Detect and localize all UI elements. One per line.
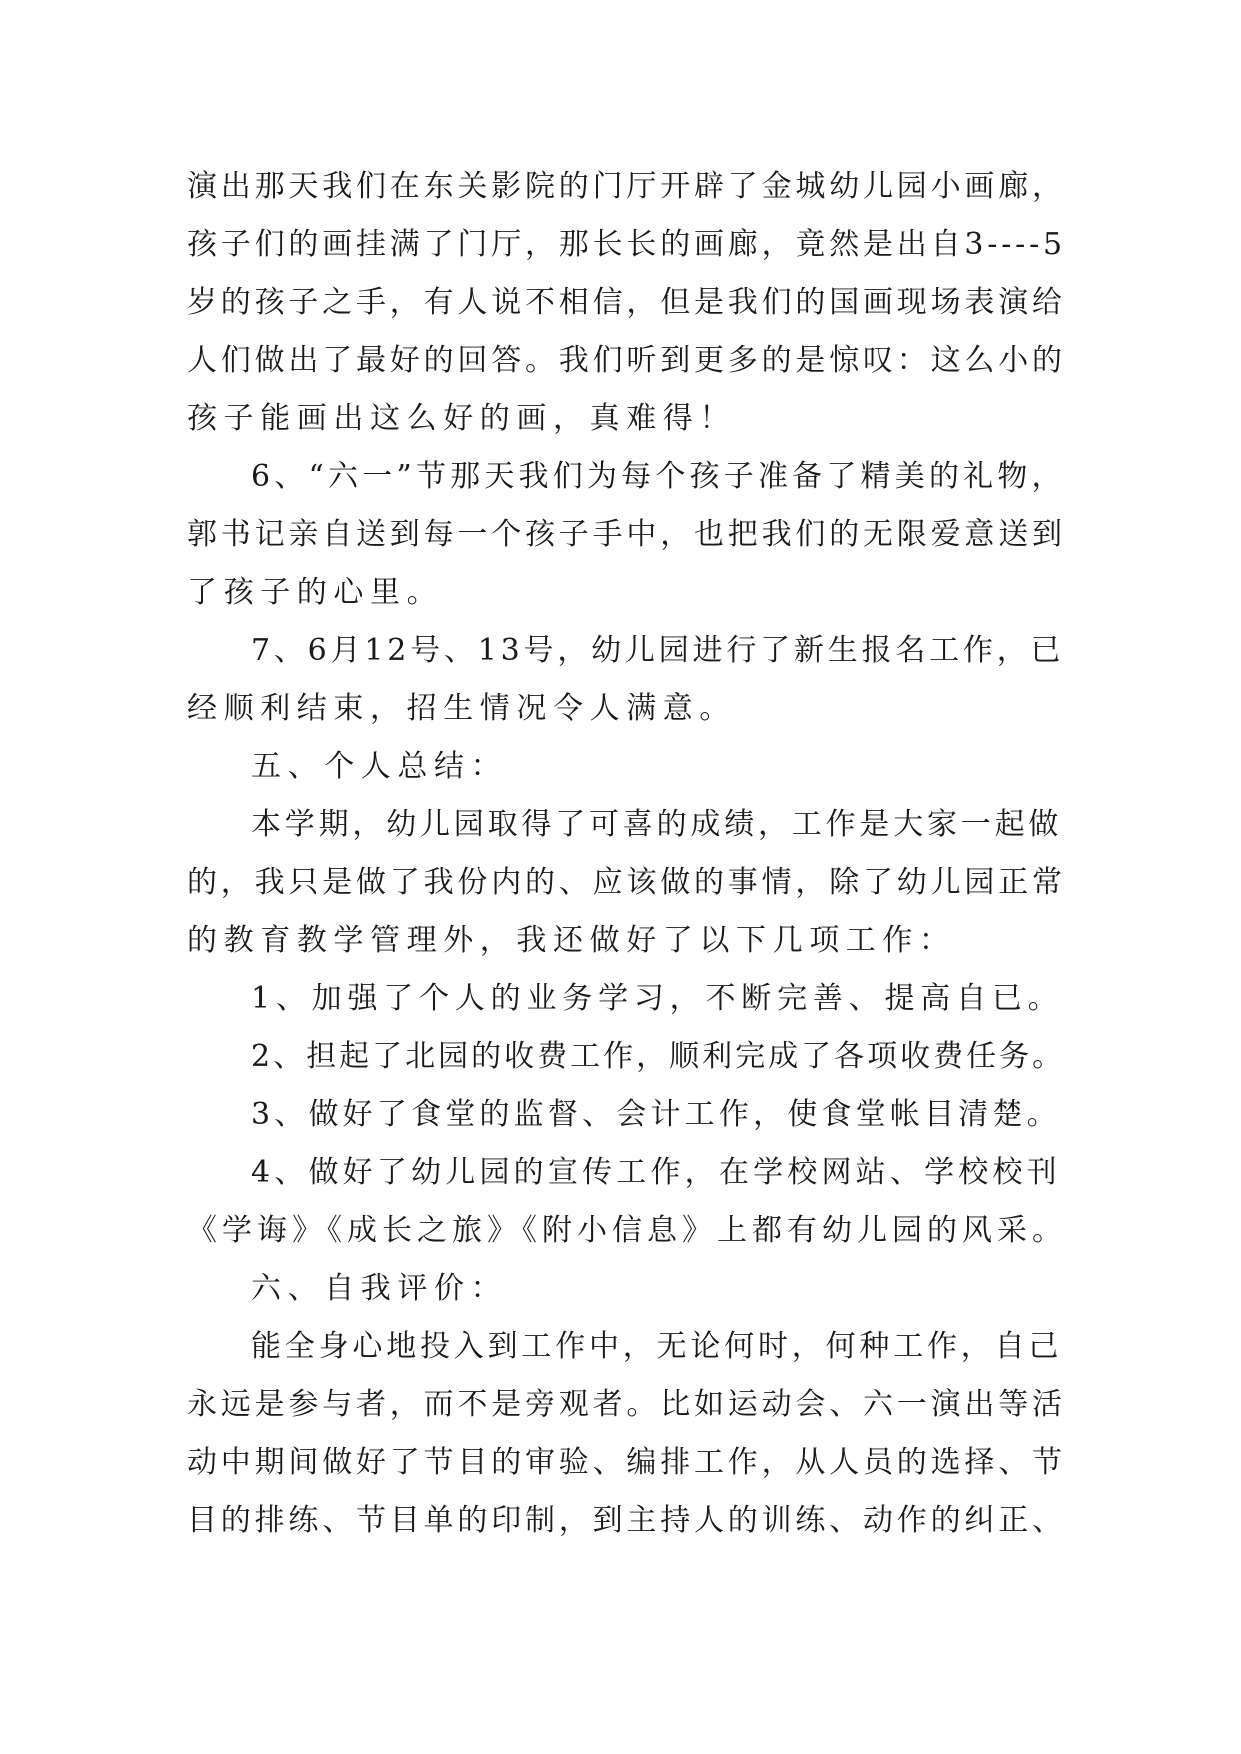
text-line: 孩子们的画挂满了门厅，那长长的画廊，竟然是出自3----5 — [187, 227, 1066, 262]
text-line: 演出那天我们在东关影院的门厅开辟了金城幼儿园小画廊， — [187, 169, 1066, 204]
text-line: 《学诲》《成长之旅》《附小信息》上都有幼儿园的风采。 — [187, 1213, 1067, 1248]
text-line: 孩子能画出这么好的画，真难得！ — [187, 401, 736, 436]
list-item: 3、做好了食堂的监督、会计工作，使食堂帐目清楚。 — [251, 1097, 1061, 1132]
list-item: 1、加强了个人的业务学习，不断完善、提高自已。 — [251, 981, 1064, 1016]
section-heading: 五、个人总结： — [251, 749, 508, 784]
text-line: 6、“六一”节那天我们为每个孩子准备了精美的礼物， — [251, 459, 1066, 494]
text-line: 岁的孩子之手，有人说不相信，但是我们的国画现场表演给 — [187, 285, 1066, 320]
document-body — [187, 158, 1067, 1550]
text-line: 目的排练、节目单的印制，到主持人的训练、动作的纠正、 — [187, 1503, 1066, 1538]
list-item: 2、担起了北园的收费工作，顺利完成了各项收费任务。 — [251, 1039, 1066, 1074]
text-line: 能全身心地投入到工作中，无论何时，何种工作，自己 — [251, 1329, 1063, 1364]
text-line: 动中期间做好了节目的审验、编排工作，从人员的选择、节 — [187, 1445, 1066, 1480]
text-line: 了孩子的心里。 — [187, 575, 444, 610]
text-line: 7、6月12号、13号，幼儿园进行了新生报名工作，已 — [251, 633, 1065, 668]
text-line: 的教育教学管理外，我还做好了以下几项工作： — [187, 923, 956, 958]
section-heading: 六、自我评价： — [251, 1271, 508, 1306]
list-item: 4、做好了幼儿园的宣传工作，在学校网站、学校校刊 — [251, 1155, 1061, 1190]
text-line: 郭书记亲自送到每一个孩子手中，也把我们的无限爱意送到 — [187, 517, 1066, 552]
text-line: 经顺利结束，招生情况令人满意。 — [187, 691, 736, 726]
text-line: 永远是参与者，而不是旁观者。比如运动会、六一演出等活 — [187, 1387, 1066, 1422]
text-line: 人们做出了最好的回答。我们听到更多的是惊叹：这么小的 — [187, 343, 1066, 378]
text-line: 本学期，幼儿园取得了可喜的成绩，工作是大家一起做 — [251, 807, 1063, 842]
text-line: 的，我只是做了我份内的、应该做的事情，除了幼儿园正常 — [187, 865, 1066, 900]
